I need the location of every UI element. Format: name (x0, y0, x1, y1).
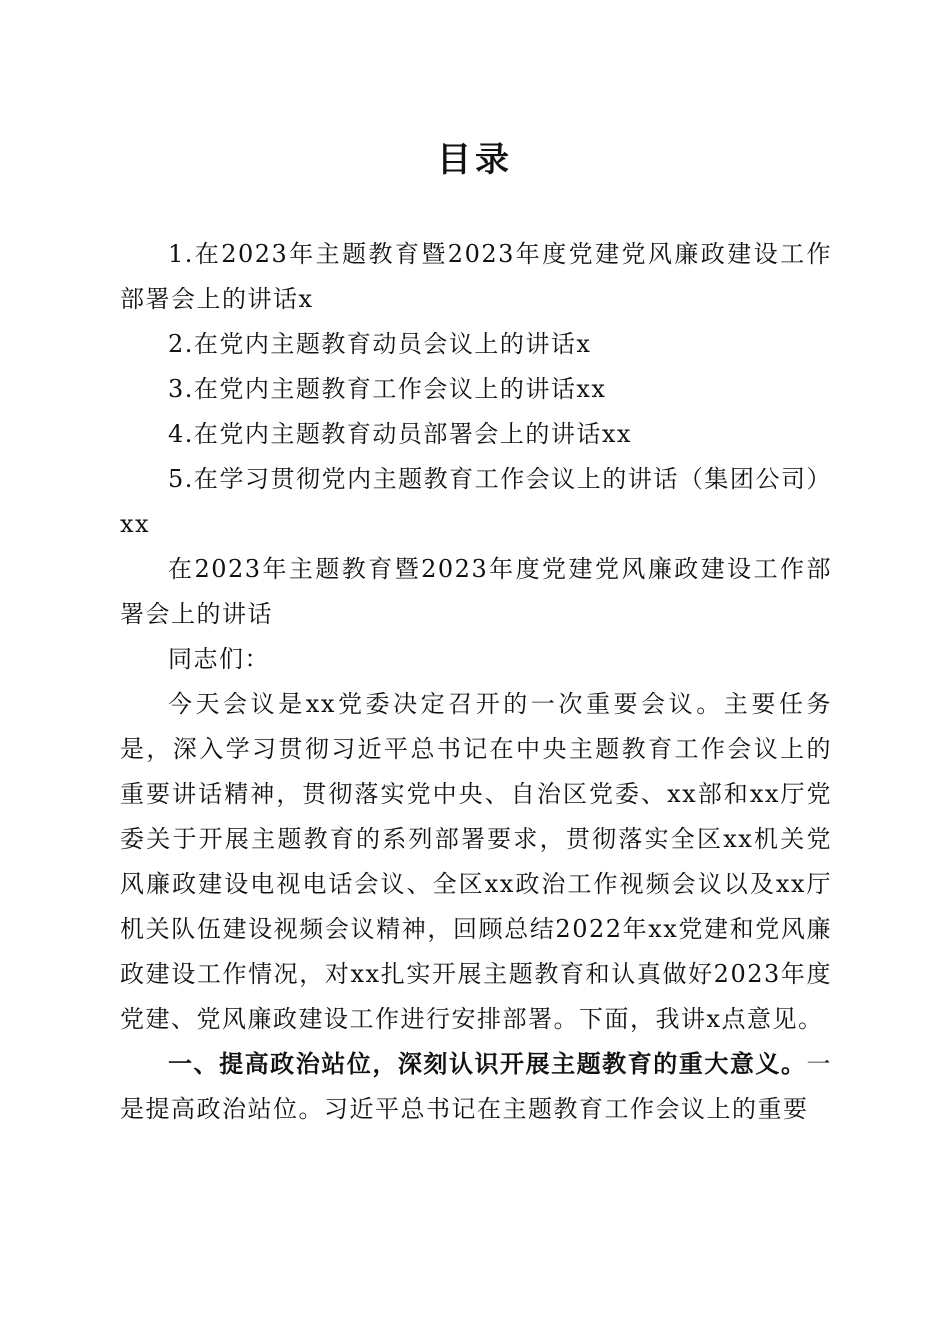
toc-item-2: 2.在党内主题教育动员会议上的讲话x (168, 330, 592, 358)
toc-item-3: 3.在党内主题教育工作会议上的讲话xx (168, 375, 607, 403)
toc-item-5: 5.在学习贯彻党内主题教育工作会议上的讲话（集团公司）xx (120, 465, 832, 538)
section-one-paragraph (120, 1042, 832, 1132)
page-title: 目录 (437, 140, 513, 180)
section-one-heading: 一、提高政治站位，深刻认识开展主题教育的重大意义。 (168, 1050, 807, 1078)
greeting: 同志们： (168, 645, 270, 673)
section-one-text: 一是提高政治站位。习近平总书记在主题教育工作会议上的重要 (120, 1050, 832, 1123)
document-body (120, 232, 832, 1132)
toc-item-1: 1.在2023年主题教育暨2023年度党建党风廉政建设工作部署会上的讲话x (120, 240, 832, 313)
toc-item-4: 4.在党内主题教育动员部署会上的讲话xx (168, 420, 632, 448)
intro-paragraph: 今天会议是xx党委决定召开的一次重要会议。主要任务是，深入学习贯彻习近平总书记在中央主题教育工作会议上的重要讲话精神，贯彻落实党中央、自治区党委、xx部和xx厅党委关于开展主题教育的系列部署要求，贯彻落实全区xx机关党风廉政建设电视电话会议、全区xx政治工作视频会议以及xx厅机关队伍建设视频会议精神，回顾总结2022年xx党建和党风廉政建设工作情况，对xx扎实开展主题教育和认真做好2023年度党建、党风廉政建设工作进行安排部署。下面，我讲x点意见。 (120, 690, 832, 1033)
speech-title: 在2023年主题教育暨2023年度党建党风廉政建设工作部署会上的讲话 (120, 555, 832, 628)
